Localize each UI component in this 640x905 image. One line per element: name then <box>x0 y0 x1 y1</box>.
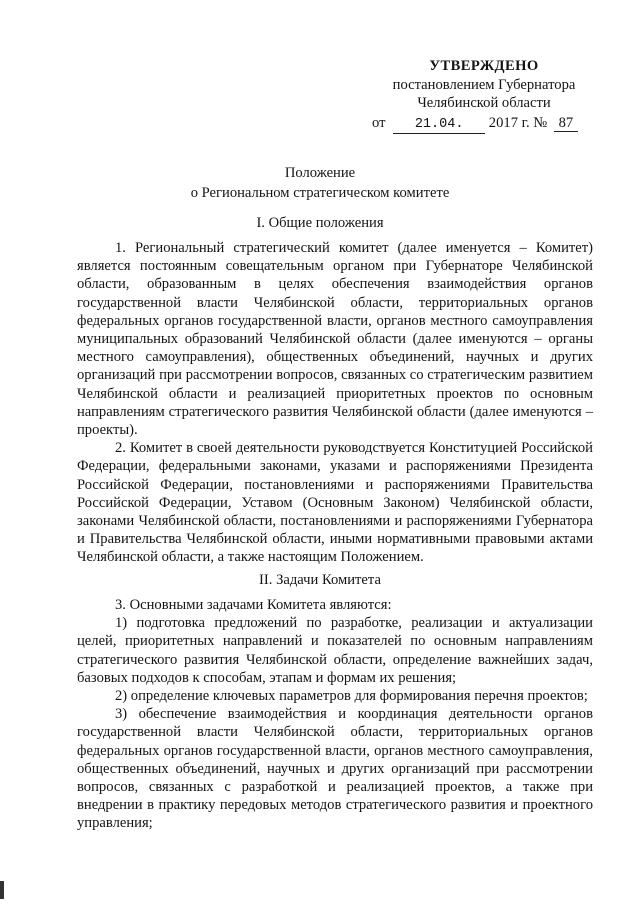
paragraph: 3. Основными задачами Комитета являются: <box>115 597 392 613</box>
approval-title: УТВЕРЖДЕНО <box>429 58 539 74</box>
document-title-line2: о Региональном стратегическом комитете <box>190 185 450 201</box>
paragraph: 3) обеспечение взаимодействия и координация деятельности органов государственной власти Челябинской области, территориальных органов федеральных органов государственной власти, органов местного самоуправления, общественных объединений, научных и других организаций при рассмотрении вопросов, связанных с разработкой и реализацией проектов, а также при внедрении в практику передовых методов стратегического развития и проектного управления; <box>77 706 593 832</box>
date-field <box>393 115 485 134</box>
approval-line-governor: постановлением Губернатора <box>392 76 576 93</box>
document-number: 87 <box>558 114 574 131</box>
paragraph: 1. Региональный стратегический комитет (далее именуется – Комитет) является постоянным совещательным органом при Губернаторе Челябинской области, образованным в целях обеспечения взаимодействия органов государственной власти Челябинской области, территориальных органов федеральных органов государственной власти, органов местного самоуправления муниципальных образований Челябинской области (далее именуются – органы местного самоуправления), общественных объединений, научных и других организаций при рассмотрении вопросов, связанных со стратегическим развитием Челябинской области и реализацией приоритетных проектов по основным направлениям стратегического развития Челябинской области (далее именуются – проекты). <box>77 240 593 439</box>
date-prefix: от <box>372 114 386 131</box>
section-heading-general: I. Общие положения <box>256 215 384 231</box>
number-field <box>554 115 578 132</box>
section-heading-tasks: II. Задачи Комитета <box>259 572 381 588</box>
paragraph: 1) подготовка предложений по разработке, реализации и актуализации целей, приоритетных направлений и показателей по основным направлениям стратегического развития Челябинской области, определение важнейших задач, базовых подходов к способам, этапам и формам их решения; <box>77 615 593 686</box>
scan-edge-mark <box>0 881 4 899</box>
section-body-general <box>77 239 593 567</box>
paragraph: 2) определение ключевых параметров для формирования перечня проектов; <box>115 688 588 705</box>
document-title <box>0 163 640 203</box>
paragraph: 2. Комитет в своей деятельности руководствуется Конституцией Российской Федерации, федеральными законами, указами и распоряжениями Президента Российской Федерации, постановлениями и распоряжениями Правительства Российской Федерации, Уставом (Основным Законом) Челябинской области, законами Челябинской области, постановлениями и распоряжениями Губернатора и Правительства Челябинской области, иными нормативными правовыми актами Челябинской области, а также настоящим Положением. <box>77 440 593 566</box>
approval-stamp <box>372 57 596 134</box>
approval-date-line <box>372 114 596 134</box>
document-title-line1: Положение <box>284 165 356 181</box>
year-number-label: 2017 г. № <box>488 114 548 131</box>
handwritten-date: 21.04. <box>414 116 464 132</box>
approval-line-region: Челябинской области <box>417 95 551 111</box>
section-body-tasks <box>77 596 593 833</box>
